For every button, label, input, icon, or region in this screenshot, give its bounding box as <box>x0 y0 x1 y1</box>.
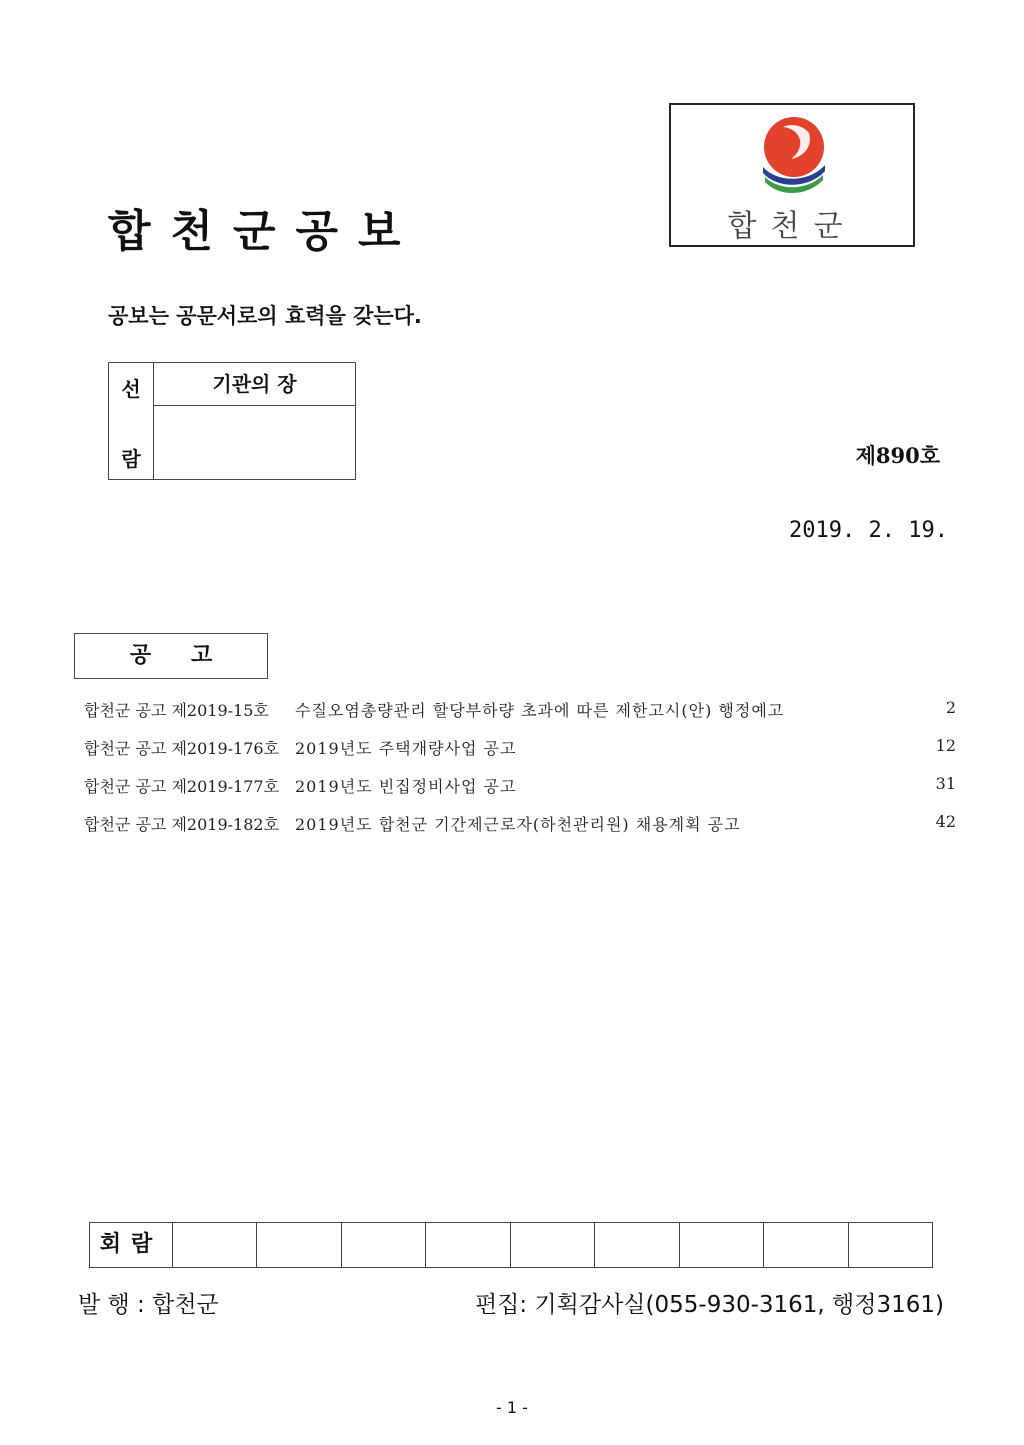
approval-label-top: 선 <box>121 377 141 401</box>
circulation-label: 회람 <box>90 1223 173 1267</box>
notice-row <box>84 774 956 802</box>
section-heading-label: 공고 <box>129 643 253 668</box>
section-heading <box>74 633 268 679</box>
notice-title: 2019년도 주택개량사업 공고 <box>295 739 517 758</box>
notice-title: 2019년도 빈집정비사업 공고 <box>295 777 517 796</box>
circulation-cell <box>849 1223 932 1267</box>
notice-page: 42 <box>935 812 956 831</box>
document-title: 합천군공보 <box>108 206 421 257</box>
notice-row <box>84 736 956 764</box>
notice-row <box>84 698 956 726</box>
issue-date: 2019. 2. 19. <box>789 518 948 543</box>
circulation-cell <box>680 1223 764 1267</box>
circulation-cell <box>511 1223 595 1267</box>
notice-title: 수질오염총량관리 할당부하량 초과에 따른 제한고시(안) 행정예고 <box>295 701 785 720</box>
circulation-cell <box>173 1223 257 1267</box>
notice-page: 2 <box>945 698 956 717</box>
circulation-cell <box>595 1223 679 1267</box>
circulation-cell <box>426 1223 510 1267</box>
circulation-cell <box>764 1223 848 1267</box>
approval-header: 기관의 장 <box>154 363 355 406</box>
publisher-line: 발 행 : 합천군 <box>78 1292 219 1318</box>
approval-table <box>108 362 356 480</box>
page-number: - 1 - <box>496 1398 528 1417</box>
county-emblem-icon <box>757 113 831 197</box>
notice-number: 합천군 공고 제2019-177호 <box>84 777 280 796</box>
county-logo <box>669 103 915 247</box>
circulation-table <box>89 1222 933 1268</box>
circulation-cell <box>342 1223 426 1267</box>
notice-page: 31 <box>935 774 956 793</box>
notice-number: 합천군 공고 제2019-176호 <box>84 739 280 758</box>
notice-row <box>84 812 956 840</box>
editor-line: 편집: 기획감사실(055-930-3161, 행정3161) <box>474 1292 944 1318</box>
notice-page: 12 <box>935 736 956 755</box>
circulation-cell <box>257 1223 341 1267</box>
issue-number: 제890호 <box>855 443 940 468</box>
document-subtitle: 공보는 공문서로의 효력을 갖는다. <box>108 304 422 328</box>
notice-title: 2019년도 합천군 기간제근로자(하천관리원) 채용계획 공고 <box>295 815 741 834</box>
notice-number: 합천군 공고 제2019-15호 <box>84 701 269 720</box>
approval-label-bottom: 람 <box>121 447 141 471</box>
notice-number: 합천군 공고 제2019-182호 <box>84 815 280 834</box>
logo-text: 합천군 <box>727 209 857 244</box>
